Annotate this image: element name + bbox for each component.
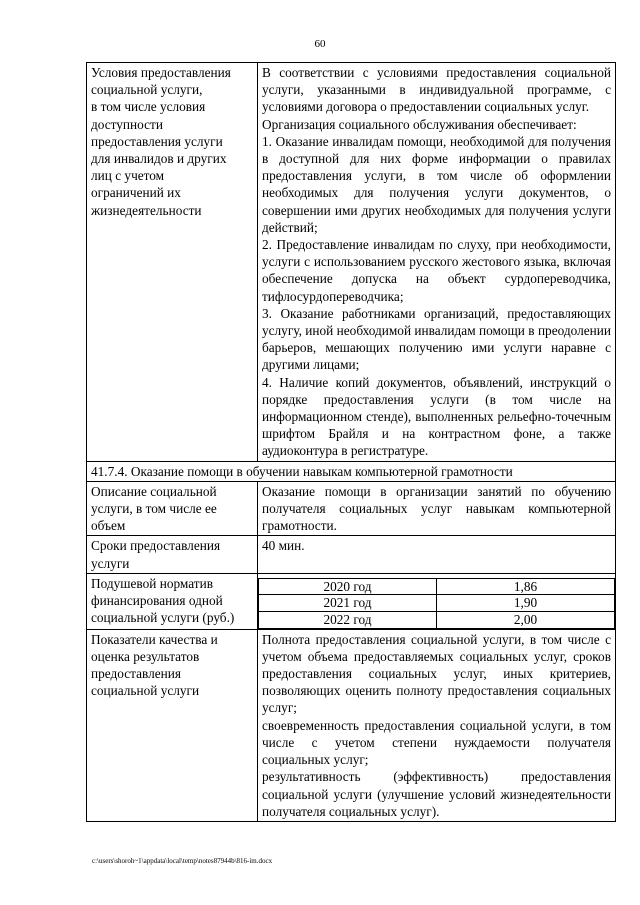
norm-year: 2022 год — [259, 612, 437, 629]
paragraph: результативность (эффективность) предоставления социальной услуги (улучшение условий жизнедеятельности получателя социальных услуг). — [262, 769, 611, 819]
norm-value: 1,86 — [437, 578, 615, 595]
table-row — [87, 629, 616, 821]
paragraph: Оказание помощи в организации занятий по обучению получателя социальных услуг навыкам компьютерной грамотности. — [262, 483, 611, 534]
page-number: 60 — [314, 38, 326, 50]
services-table — [86, 62, 616, 822]
section-heading: 41.7.4. Оказание помощи в обучении навыкам компьютерной грамотности — [87, 461, 616, 481]
table-row — [87, 481, 616, 536]
row-value — [258, 629, 616, 821]
row-label: Показатели качества и оценка результатов предоставления социальной услуги — [87, 629, 258, 821]
paragraph: своевременность предоставления социальной услуги, в том числе с учетом степени нуждаемости получателя социальных услуг; — [262, 717, 611, 768]
paragraph: Организация социального обслуживания обеспечивает: — [262, 116, 577, 132]
norm-value: 1,90 — [437, 595, 615, 612]
norm-year: 2020 год — [259, 578, 437, 595]
row-label: Сроки предоставления услуги — [87, 536, 258, 573]
table-row — [87, 536, 616, 573]
section-heading-row — [87, 461, 616, 481]
row-value — [258, 536, 616, 573]
norm-year: 2021 год — [259, 595, 437, 612]
norm-value: 2,00 — [437, 612, 615, 629]
table-row — [87, 63, 616, 462]
norm-row — [259, 578, 615, 595]
paragraph: 3. Оказание работниками организаций, предоставляющих услугу, иной необходимой инвалидам помощи в преодолении барьеров, мешающих получению ими услуги наравне с другими лицами; — [262, 305, 611, 373]
row-value — [258, 63, 616, 462]
row-label: Описание социальной услуги, в том числе ее объем — [87, 481, 258, 536]
file-path: c:\users\shoroh~1\appdata\local\temp\notes87944b\816-im.docx — [92, 857, 273, 865]
norm-table — [258, 578, 615, 629]
paragraph: 40 мин. — [262, 538, 305, 554]
paragraph: Полнота предоставления социальной услуги, в том числе с учетом объема предоставляемых социальных услуг, сроков предоставления социальных услуг, иных критериев, позволяющих оценить полноту предоставления социальных услуг; — [262, 631, 611, 716]
paragraph: 2. Предоставление инвалидам по слуху, при необходимости, услуги с использованием русского жестового языка, включая обеспечение допуска на объект сурдопереводчика, тифлосурдопереводчика; — [262, 237, 611, 304]
row-label: Подушевой норматив финансирования одной социальной услуги (руб.) — [87, 573, 258, 629]
paragraph: 1. Оказание инвалидам помощи, необходимой для получения в доступной для них форме информации о правилах предоставления услуги, в том числе об оформлении необходимых для получения услуги документов, о совершении ими других необходимых для получения услуги действий; — [262, 133, 611, 235]
row-value — [258, 481, 616, 536]
norm-row — [259, 612, 615, 629]
paragraph: В соответствии с условиями предоставления социальной услуги, указанными в индивидуальной программе, с условиями договора о предоставлении социальных услуг. — [262, 65, 611, 115]
paragraph: 4. Наличие копий документов, объявлений, инструкций о порядке предоставления услуги (в том числе на информационном стенде), выполненных рельефно-точечным шрифтом Брайля и на контрастном фоне, а также аудиоконтура в регистратуре. — [262, 374, 611, 459]
row-label: Условия предоставления социальной услуги, в том числе условия доступности предоставления услуги для инвалидов и других лиц с учетом ограничений их жизнедеятельности — [87, 63, 258, 462]
table-row — [87, 573, 616, 629]
norm-row — [259, 595, 615, 612]
norm-cell — [258, 573, 616, 629]
